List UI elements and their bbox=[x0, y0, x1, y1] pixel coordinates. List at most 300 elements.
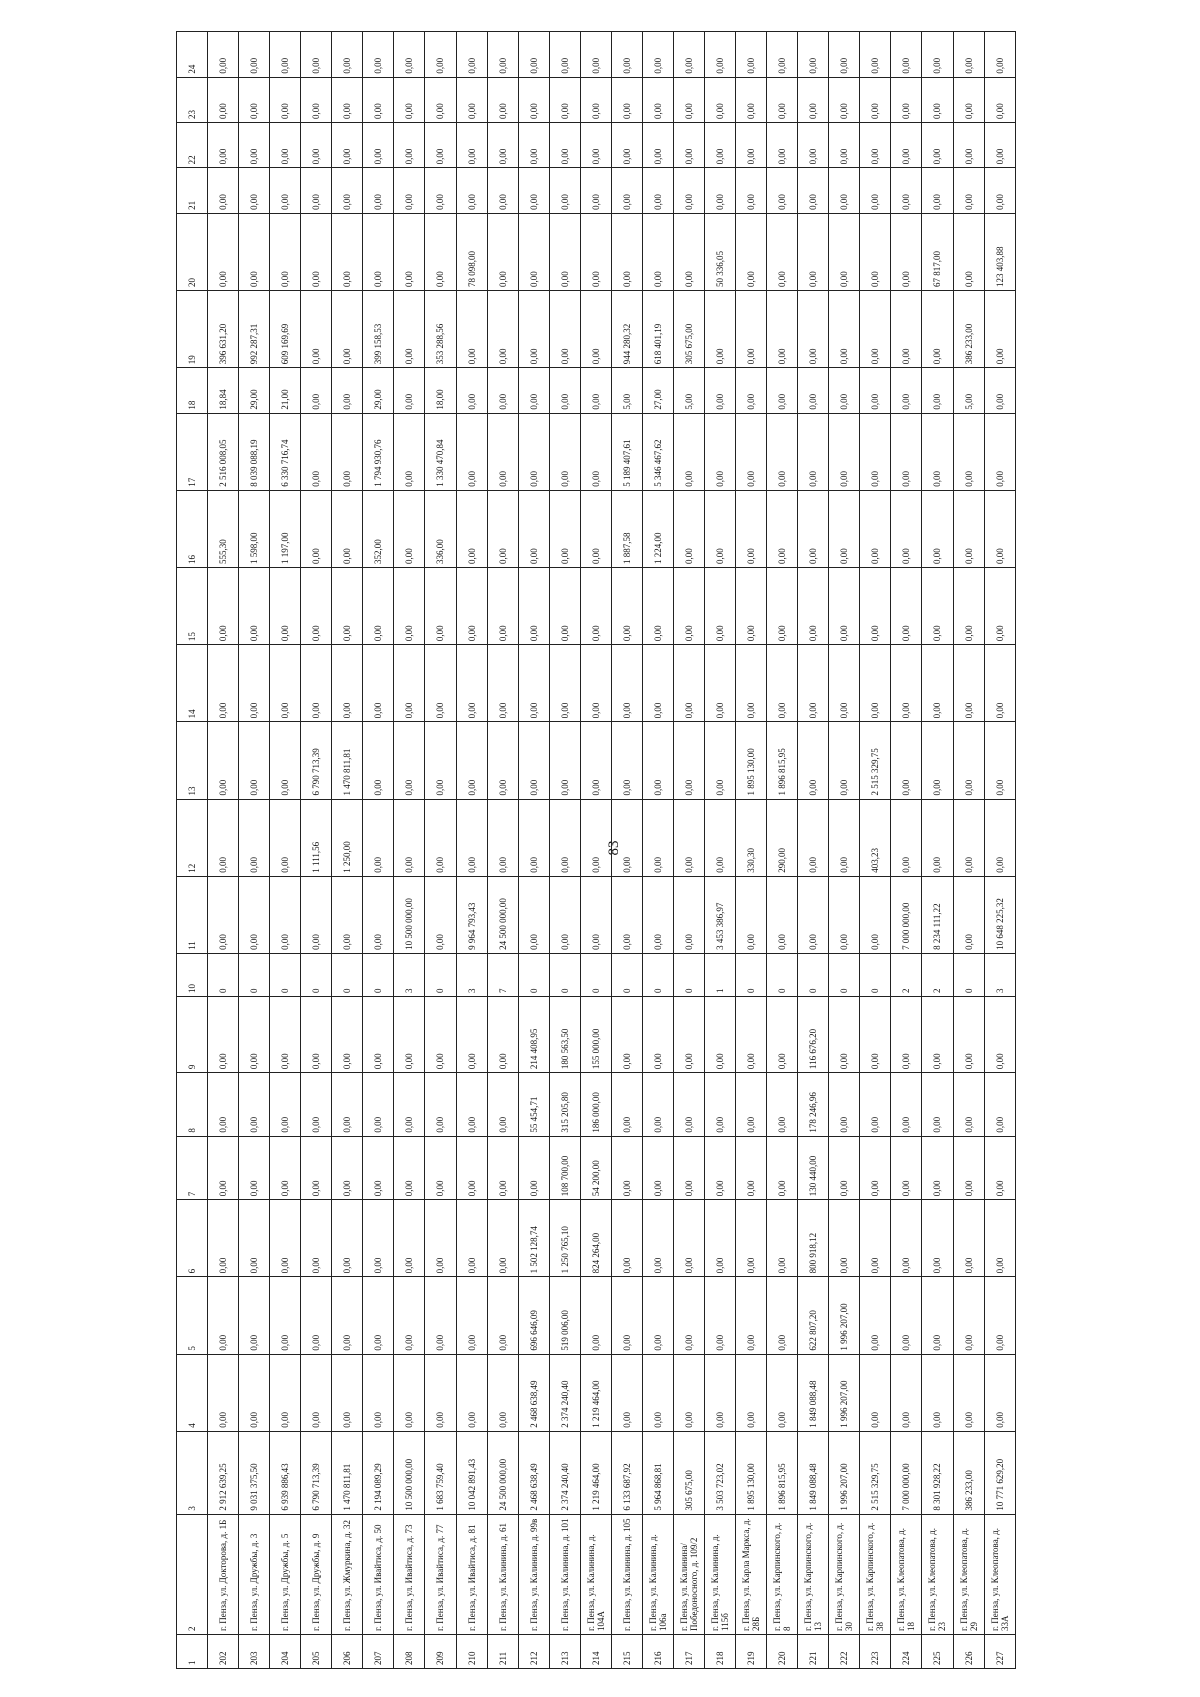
value-cell: 0,00 bbox=[642, 997, 673, 1073]
value-cell: 0,00 bbox=[363, 876, 394, 953]
value-cell: 305 675,00 bbox=[673, 1431, 704, 1514]
table-row bbox=[705, 32, 736, 1669]
value-cell: 0,00 bbox=[642, 1073, 673, 1137]
address-cell: г. Пенза, ул. Карпинского, д. 13 bbox=[798, 1514, 829, 1634]
value-cell: 0,00 bbox=[332, 291, 363, 368]
column-header: 13 bbox=[177, 722, 208, 799]
value-cell: 0,00 bbox=[456, 291, 487, 368]
value-cell: 0,00 bbox=[953, 32, 984, 78]
value-cell: 0,00 bbox=[705, 799, 736, 876]
table-container bbox=[176, 31, 1016, 1669]
row-number-cell: 223 bbox=[860, 1634, 891, 1668]
address-cell: г. Пенза, ул. Калинина, д. 104А bbox=[580, 1514, 611, 1634]
value-cell: 0,00 bbox=[239, 1200, 270, 1277]
table-body bbox=[208, 32, 1016, 1669]
value-cell: 0,00 bbox=[518, 645, 549, 722]
address-cell: г. Пенза, ул. Калинина, д. 99в bbox=[518, 1514, 549, 1634]
value-cell: 0,00 bbox=[301, 123, 332, 168]
value-cell: 0,00 bbox=[425, 1136, 456, 1200]
value-cell: 0,00 bbox=[922, 368, 953, 413]
value-cell: 0,00 bbox=[673, 77, 704, 122]
value-cell: 0,00 bbox=[549, 77, 580, 122]
value-cell: 0,00 bbox=[332, 567, 363, 644]
value-cell: 0,00 bbox=[829, 32, 860, 78]
value-cell: 0,00 bbox=[425, 799, 456, 876]
value-cell: 0,00 bbox=[829, 567, 860, 644]
value-cell: 0,00 bbox=[549, 168, 580, 213]
address-cell: г. Пенза, ул. Карпинского, д. 38 bbox=[860, 1514, 891, 1634]
value-cell: 0,00 bbox=[580, 1277, 611, 1354]
value-cell: 54 200,00 bbox=[580, 1136, 611, 1200]
value-cell: 0,00 bbox=[456, 1277, 487, 1354]
value-cell: 0,00 bbox=[891, 645, 922, 722]
table-row bbox=[736, 32, 767, 1669]
value-cell: 0,00 bbox=[922, 291, 953, 368]
value-cell: 0,00 bbox=[239, 213, 270, 290]
value-cell: 0,00 bbox=[456, 77, 487, 122]
value-cell: 0,00 bbox=[456, 1136, 487, 1200]
value-cell: 0,00 bbox=[332, 1073, 363, 1137]
value-cell: 0,00 bbox=[798, 799, 829, 876]
value-cell: 396 631,20 bbox=[208, 291, 239, 368]
value-cell: 0,00 bbox=[518, 168, 549, 213]
value-cell: 1 250 765,10 bbox=[549, 1200, 580, 1277]
value-cell: 0,00 bbox=[705, 123, 736, 168]
value-cell: 0,00 bbox=[270, 213, 301, 290]
row-number-cell: 224 bbox=[891, 1634, 922, 1668]
value-cell: 178 246,96 bbox=[798, 1073, 829, 1137]
table-row bbox=[208, 32, 239, 1669]
value-cell: 50 336,05 bbox=[705, 213, 736, 290]
value-cell: 0,00 bbox=[705, 32, 736, 78]
value-cell: 0,00 bbox=[425, 32, 456, 78]
value-cell: 0,00 bbox=[394, 32, 425, 78]
value-cell: 0,00 bbox=[301, 368, 332, 413]
value-cell: 0,00 bbox=[394, 490, 425, 567]
row-number-cell: 207 bbox=[363, 1634, 394, 1668]
row-number-cell: 212 bbox=[518, 1634, 549, 1668]
value-cell: 0,00 bbox=[922, 1136, 953, 1200]
value-cell: 0,00 bbox=[705, 722, 736, 799]
value-cell: 6 790 713,39 bbox=[301, 722, 332, 799]
value-cell: 0,00 bbox=[270, 876, 301, 953]
value-cell: 0,00 bbox=[798, 490, 829, 567]
value-cell: 0,00 bbox=[705, 1200, 736, 1277]
value-cell: 944 280,32 bbox=[611, 291, 642, 368]
value-cell: 29,00 bbox=[239, 368, 270, 413]
value-cell: 0,00 bbox=[425, 567, 456, 644]
value-cell: 0,00 bbox=[767, 413, 798, 490]
value-cell: 0,00 bbox=[953, 645, 984, 722]
value-cell: 18,00 bbox=[425, 368, 456, 413]
value-cell: 5 346 467,62 bbox=[642, 413, 673, 490]
value-cell: 0 bbox=[580, 953, 611, 996]
value-cell: 0,00 bbox=[363, 32, 394, 78]
value-cell: 0,00 bbox=[456, 722, 487, 799]
row-number-cell: 202 bbox=[208, 1634, 239, 1668]
value-cell: 0,00 bbox=[705, 368, 736, 413]
value-cell: 0 bbox=[332, 953, 363, 996]
value-cell: 0,00 bbox=[270, 567, 301, 644]
value-cell: 0,00 bbox=[332, 1136, 363, 1200]
column-header: 2 bbox=[177, 1514, 208, 1634]
value-cell: 0,00 bbox=[829, 490, 860, 567]
value-cell: 0,00 bbox=[549, 32, 580, 78]
value-cell: 0,00 bbox=[456, 1354, 487, 1431]
value-cell: 0,00 bbox=[922, 1354, 953, 1431]
value-cell: 386 233,00 bbox=[953, 1431, 984, 1514]
value-cell: 0,00 bbox=[736, 1200, 767, 1277]
value-cell: 0,00 bbox=[922, 168, 953, 213]
value-cell: 0,00 bbox=[953, 413, 984, 490]
value-cell: 0,00 bbox=[580, 213, 611, 290]
value-cell: 0,00 bbox=[953, 876, 984, 953]
value-cell: 0,00 bbox=[642, 32, 673, 78]
value-cell: 305 675,00 bbox=[673, 291, 704, 368]
value-cell: 0,00 bbox=[332, 368, 363, 413]
value-cell: 2 516 008,05 bbox=[208, 413, 239, 490]
address-cell: г. Пенза, ул. Дружбы, д. 5 bbox=[270, 1514, 301, 1634]
value-cell: 1 598,00 bbox=[239, 490, 270, 567]
value-cell: 0,00 bbox=[891, 799, 922, 876]
value-cell: 0,00 bbox=[270, 1277, 301, 1354]
value-cell: 0,00 bbox=[456, 490, 487, 567]
value-cell: 9 964 793,43 bbox=[456, 876, 487, 953]
value-cell: 0,00 bbox=[270, 32, 301, 78]
column-header: 5 bbox=[177, 1277, 208, 1354]
value-cell: 0,00 bbox=[301, 77, 332, 122]
value-cell: 0,00 bbox=[984, 490, 1015, 567]
value-cell: 0,00 bbox=[239, 1354, 270, 1431]
value-cell: 0,00 bbox=[487, 77, 518, 122]
address-cell: г. Пенза, ул. Ивайтиса, д. 50 bbox=[363, 1514, 394, 1634]
value-cell: 0,00 bbox=[798, 291, 829, 368]
value-cell: 0,00 bbox=[394, 291, 425, 368]
column-header: 7 bbox=[177, 1136, 208, 1200]
value-cell: 0,00 bbox=[394, 1277, 425, 1354]
value-cell: 0,00 bbox=[767, 123, 798, 168]
value-cell: 0,00 bbox=[767, 876, 798, 953]
value-cell: 0,00 bbox=[239, 567, 270, 644]
value-cell: 0,00 bbox=[208, 1136, 239, 1200]
value-cell: 0,00 bbox=[394, 1200, 425, 1277]
value-cell: 0,00 bbox=[953, 168, 984, 213]
value-cell: 0,00 bbox=[580, 413, 611, 490]
value-cell: 0,00 bbox=[580, 123, 611, 168]
value-cell: 0,00 bbox=[767, 645, 798, 722]
value-cell: 0,00 bbox=[549, 799, 580, 876]
value-cell: 0,00 bbox=[953, 722, 984, 799]
value-cell: 1 470 811,81 bbox=[332, 1431, 363, 1514]
value-cell: 0,00 bbox=[549, 722, 580, 799]
value-cell: 0,00 bbox=[301, 1277, 332, 1354]
value-cell: 0,00 bbox=[860, 997, 891, 1073]
value-cell: 0,00 bbox=[736, 77, 767, 122]
value-cell: 0,00 bbox=[642, 876, 673, 953]
value-cell: 0,00 bbox=[425, 123, 456, 168]
value-cell: 0,00 bbox=[767, 490, 798, 567]
value-cell: 0,00 bbox=[270, 77, 301, 122]
value-cell: 0,00 bbox=[239, 32, 270, 78]
value-cell: 0,00 bbox=[456, 1073, 487, 1137]
value-cell: 0,00 bbox=[860, 368, 891, 413]
value-cell: 0,00 bbox=[549, 876, 580, 953]
value-cell: 0 bbox=[953, 953, 984, 996]
value-cell: 0,00 bbox=[580, 77, 611, 122]
value-cell: 0,00 bbox=[736, 1277, 767, 1354]
value-cell: 1 219 464,00 bbox=[580, 1354, 611, 1431]
value-cell: 0,00 bbox=[487, 32, 518, 78]
value-cell: 0,00 bbox=[673, 413, 704, 490]
value-cell: 0,00 bbox=[394, 168, 425, 213]
value-cell: 2 194 089,29 bbox=[363, 1431, 394, 1514]
value-cell: 0 bbox=[549, 953, 580, 996]
value-cell: 0,00 bbox=[891, 368, 922, 413]
header-row bbox=[177, 32, 208, 1669]
value-cell: 0,00 bbox=[829, 645, 860, 722]
value-cell: 0,00 bbox=[332, 1277, 363, 1354]
row-number-cell: 213 bbox=[549, 1634, 580, 1668]
value-cell: 0,00 bbox=[456, 645, 487, 722]
value-cell: 0,00 bbox=[705, 645, 736, 722]
address-cell: г. Пенза, ул. Ивайтиса, д. 73 bbox=[394, 1514, 425, 1634]
value-cell: 2 374 240,40 bbox=[549, 1431, 580, 1514]
value-cell: 2 bbox=[891, 953, 922, 996]
address-cell: г. Пенза, ул. Клеопатова, д. 29 bbox=[953, 1514, 984, 1634]
value-cell: 0 bbox=[798, 953, 829, 996]
value-cell: 0,00 bbox=[518, 32, 549, 78]
value-cell: 0,00 bbox=[673, 876, 704, 953]
value-cell: 0,00 bbox=[239, 123, 270, 168]
value-cell: 0,00 bbox=[673, 1354, 704, 1431]
value-cell: 0,00 bbox=[301, 997, 332, 1073]
value-cell: 0,00 bbox=[456, 368, 487, 413]
value-cell: 0,00 bbox=[363, 1073, 394, 1137]
address-cell: г. Пенза, ул. Калинина, д. 106а bbox=[642, 1514, 673, 1634]
value-cell: 3 bbox=[456, 953, 487, 996]
value-cell: 0,00 bbox=[736, 213, 767, 290]
column-header: 17 bbox=[177, 413, 208, 490]
column-header: 9 bbox=[177, 997, 208, 1073]
value-cell: 0,00 bbox=[332, 77, 363, 122]
value-cell: 130 440,00 bbox=[798, 1136, 829, 1200]
value-cell: 0,00 bbox=[798, 123, 829, 168]
address-cell: г. Пенза, ул. Калинина, д. 61 bbox=[487, 1514, 518, 1634]
value-cell: 0,00 bbox=[767, 567, 798, 644]
value-cell: 0,00 bbox=[673, 1200, 704, 1277]
value-cell: 1 895 130,00 bbox=[736, 722, 767, 799]
row-number-cell: 221 bbox=[798, 1634, 829, 1668]
value-cell: 0,00 bbox=[270, 722, 301, 799]
value-cell: 0,00 bbox=[239, 876, 270, 953]
value-cell: 0,00 bbox=[953, 1073, 984, 1137]
value-cell: 0,00 bbox=[332, 1354, 363, 1431]
value-cell: 0,00 bbox=[394, 1354, 425, 1431]
address-cell: г. Пенза, ул. Ивайтиса, д. 81 bbox=[456, 1514, 487, 1634]
value-cell: 824 264,00 bbox=[580, 1200, 611, 1277]
value-cell: 0,00 bbox=[394, 213, 425, 290]
value-cell: 0,00 bbox=[705, 168, 736, 213]
value-cell: 0,00 bbox=[984, 32, 1015, 78]
column-header: 21 bbox=[177, 168, 208, 213]
value-cell: 1 502 128,74 bbox=[518, 1200, 549, 1277]
value-cell: 0,00 bbox=[860, 168, 891, 213]
value-cell: 0,00 bbox=[984, 1073, 1015, 1137]
value-cell: 0,00 bbox=[208, 645, 239, 722]
value-cell: 0,00 bbox=[953, 490, 984, 567]
value-cell: 0,00 bbox=[736, 1073, 767, 1137]
table-row bbox=[642, 32, 673, 1669]
table-row bbox=[953, 32, 984, 1669]
value-cell: 0,00 bbox=[487, 1354, 518, 1431]
value-cell: 0,00 bbox=[642, 213, 673, 290]
value-cell: 696 646,09 bbox=[518, 1277, 549, 1354]
value-cell: 0,00 bbox=[798, 722, 829, 799]
value-cell: 0,00 bbox=[580, 168, 611, 213]
value-cell: 0,00 bbox=[673, 168, 704, 213]
address-cell: г. Пенза, ул. Клеопатова, д. 33А bbox=[984, 1514, 1015, 1634]
capital-repair-table bbox=[176, 31, 1016, 1669]
column-header: 16 bbox=[177, 490, 208, 567]
value-cell: 399 158,53 bbox=[363, 291, 394, 368]
value-cell: 0,00 bbox=[798, 32, 829, 78]
value-cell: 2 515 329,75 bbox=[860, 1431, 891, 1514]
value-cell: 1 996 207,00 bbox=[829, 1354, 860, 1431]
column-header: 20 bbox=[177, 213, 208, 290]
value-cell: 0,00 bbox=[767, 291, 798, 368]
value-cell: 0,00 bbox=[580, 32, 611, 78]
value-cell: 0,00 bbox=[767, 77, 798, 122]
value-cell: 0,00 bbox=[270, 123, 301, 168]
value-cell: 0,00 bbox=[208, 1354, 239, 1431]
value-cell: 0,00 bbox=[673, 123, 704, 168]
value-cell: 0,00 bbox=[736, 490, 767, 567]
value-cell: 0,00 bbox=[208, 123, 239, 168]
value-cell: 0,00 bbox=[301, 168, 332, 213]
row-number-cell: 225 bbox=[922, 1634, 953, 1668]
value-cell: 609 169,69 bbox=[270, 291, 301, 368]
value-cell: 0,00 bbox=[829, 876, 860, 953]
value-cell: 0,00 bbox=[363, 722, 394, 799]
value-cell: 10 500 000,00 bbox=[394, 1431, 425, 1514]
value-cell: 0,00 bbox=[705, 1073, 736, 1137]
row-number-cell: 204 bbox=[270, 1634, 301, 1668]
value-cell: 315 205,80 bbox=[549, 1073, 580, 1137]
value-cell: 0 bbox=[673, 953, 704, 996]
column-header: 3 bbox=[177, 1431, 208, 1514]
value-cell: 0,00 bbox=[549, 490, 580, 567]
value-cell: 0,00 bbox=[394, 1136, 425, 1200]
value-cell: 0,00 bbox=[208, 799, 239, 876]
value-cell: 0,00 bbox=[984, 722, 1015, 799]
value-cell: 1 887,58 bbox=[611, 490, 642, 567]
value-cell: 5,00 bbox=[673, 368, 704, 413]
value-cell: 0,00 bbox=[891, 1200, 922, 1277]
address-cell: г. Пенза, ул. Ивайтиса, д. 77 bbox=[425, 1514, 456, 1634]
value-cell: 0,00 bbox=[891, 213, 922, 290]
value-cell: 0,00 bbox=[611, 1200, 642, 1277]
value-cell: 0,00 bbox=[705, 1136, 736, 1200]
value-cell: 0,00 bbox=[673, 799, 704, 876]
value-cell: 0,00 bbox=[860, 645, 891, 722]
value-cell: 8 039 088,19 bbox=[239, 413, 270, 490]
value-cell: 0,00 bbox=[239, 1136, 270, 1200]
column-header: 15 bbox=[177, 567, 208, 644]
value-cell: 1 111,56 bbox=[301, 799, 332, 876]
column-header: 6 bbox=[177, 1200, 208, 1277]
value-cell: 0,00 bbox=[363, 645, 394, 722]
value-cell: 0,00 bbox=[984, 799, 1015, 876]
value-cell: 0,00 bbox=[301, 1200, 332, 1277]
value-cell: 0,00 bbox=[953, 123, 984, 168]
value-cell: 0,00 bbox=[270, 1136, 301, 1200]
value-cell: 0,00 bbox=[208, 1073, 239, 1137]
value-cell: 0,00 bbox=[673, 645, 704, 722]
value-cell: 7 bbox=[487, 953, 518, 996]
value-cell: 0,00 bbox=[611, 168, 642, 213]
value-cell: 0 bbox=[860, 953, 891, 996]
value-cell: 0,00 bbox=[332, 413, 363, 490]
value-cell: 0,00 bbox=[767, 1073, 798, 1137]
address-cell: г. Пенза, ул. Калинина/ Победоносного, д. 109/2 bbox=[673, 1514, 704, 1634]
table-row bbox=[829, 32, 860, 1669]
value-cell: 0,00 bbox=[922, 490, 953, 567]
table-row bbox=[673, 32, 704, 1669]
value-cell: 0,00 bbox=[642, 1354, 673, 1431]
value-cell: 0,00 bbox=[767, 1136, 798, 1200]
value-cell: 3 503 723,02 bbox=[705, 1431, 736, 1514]
value-cell: 0,00 bbox=[705, 997, 736, 1073]
value-cell: 0,00 bbox=[798, 77, 829, 122]
table-row bbox=[301, 32, 332, 1669]
value-cell: 0,00 bbox=[736, 168, 767, 213]
row-number-cell: 217 bbox=[673, 1634, 704, 1668]
value-cell: 78 098,00 bbox=[456, 213, 487, 290]
value-cell: 0,00 bbox=[394, 799, 425, 876]
value-cell: 0,00 bbox=[736, 997, 767, 1073]
value-cell: 0,00 bbox=[673, 567, 704, 644]
value-cell: 0,00 bbox=[767, 32, 798, 78]
value-cell: 0,00 bbox=[860, 213, 891, 290]
value-cell: 0,00 bbox=[301, 32, 332, 78]
value-cell: 0,00 bbox=[642, 1277, 673, 1354]
value-cell: 0,00 bbox=[456, 567, 487, 644]
value-cell: 9 031 375,50 bbox=[239, 1431, 270, 1514]
value-cell: 0,00 bbox=[829, 213, 860, 290]
value-cell: 2 515 329,75 bbox=[860, 722, 891, 799]
value-cell: 0,00 bbox=[673, 1073, 704, 1137]
value-cell: 0,00 bbox=[891, 77, 922, 122]
address-cell: г. Пенза, ул. Карла Маркса, д. 28Б bbox=[736, 1514, 767, 1634]
value-cell: 0,00 bbox=[798, 168, 829, 213]
address-cell: г. Пенза, ул. Дружбы, д. 9 bbox=[301, 1514, 332, 1634]
value-cell: 0,00 bbox=[922, 997, 953, 1073]
value-cell: 0,00 bbox=[611, 32, 642, 78]
row-number-cell: 211 bbox=[487, 1634, 518, 1668]
value-cell: 0 bbox=[301, 953, 332, 996]
value-cell: 0,00 bbox=[363, 1354, 394, 1431]
value-cell: 0,00 bbox=[456, 413, 487, 490]
row-number-cell: 216 bbox=[642, 1634, 673, 1668]
value-cell: 0,00 bbox=[611, 722, 642, 799]
column-header: 10 bbox=[177, 953, 208, 996]
value-cell: 0,00 bbox=[394, 123, 425, 168]
value-cell: 0,00 bbox=[549, 567, 580, 644]
value-cell: 0,00 bbox=[860, 1277, 891, 1354]
value-cell: 0,00 bbox=[984, 291, 1015, 368]
value-cell: 0,00 bbox=[798, 368, 829, 413]
value-cell: 0,00 bbox=[642, 645, 673, 722]
